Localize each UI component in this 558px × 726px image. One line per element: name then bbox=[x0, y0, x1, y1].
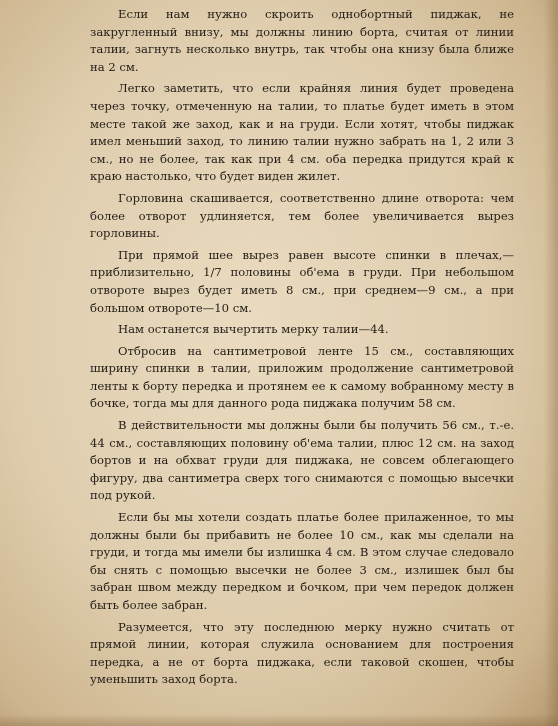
paragraph-7: В действительности мы должны были бы получить 56 см., т.-е. 44 см., составляющих половину об'ема талии, плюс 12 см. на заход бортов и на обхват груди для пиджака, не совсем облегающего фигуру, два сантиметра сверх того снимаются с помощью высечки под рукой. bbox=[90, 418, 514, 503]
paragraph-8: Если бы мы хотели создать платье более прилаженное, то мы должны были бы прибавить не более 10 см., как мы сделали на груди, и тогда мы имели бы излишка 4 см. В этом случае следовало бы снять с помощью высечки не более 3 см., излишек был бы забран швом между передком и бочком, при чем передок должен быть более забран. bbox=[90, 510, 514, 612]
paragraph-2: Легко заметить, что если крайняя линия будет проведена через точку, отмеченную на талии, то платье будет иметь в этом месте такой же заход, как и на груди. Если хотят, чтобы пиджак имел меньший заход, то линию талии нужно забрать на 1, 2 или 3 см., но не более, так как при 4 см. оба передка придутся край к краю настолько, что будет виден жилет. bbox=[90, 81, 514, 184]
paragraph-5: Нам останется вычертить мерку талии—44. bbox=[118, 322, 389, 337]
paragraph-9: Разумеется, что эту последнюю мерку нужно считать от прямой линии, которая служила основанием для построения передка, а не от борта пиджака, если таковой скошен, чтобы уменьшить заход борта. bbox=[90, 619, 514, 687]
page-edge-shadow-right bbox=[544, 0, 558, 726]
page-text bbox=[90, 6, 514, 722]
paragraph-4: При прямой шее вырез равен высоте спинки в плечах,—приблизительно, 1/7 половины об'ема в груди. При небольшом отвороте вырез будет иметь 8 см., при среднем—9 см., а при большом отвороте—10 см. bbox=[90, 247, 514, 315]
paragraph-6: Отбросив на сантиметровой ленте 15 см., составляющих ширину спинки в талии, приложим продолжение сантиметровой ленты к борту передка и протянем ее к самому вобранному месту в бочке, тогда мы для данного рода пиджака получим 58 см. bbox=[90, 343, 514, 411]
paragraph-1: Если нам нужно скроить однобортный пиджак, не закругленный внизу, мы должны линию борта, считая от линии талии, загнуть несколько внутрь, так чтобы она книзу была ближе на 2 см. bbox=[90, 7, 514, 74]
page-edge-shadow-bottom bbox=[0, 714, 558, 726]
paragraph-3: Горловина скашивается, соответственно длине отворота: чем более отворот удлиняется, тем более увеличивается вырез горловины. bbox=[90, 190, 514, 241]
